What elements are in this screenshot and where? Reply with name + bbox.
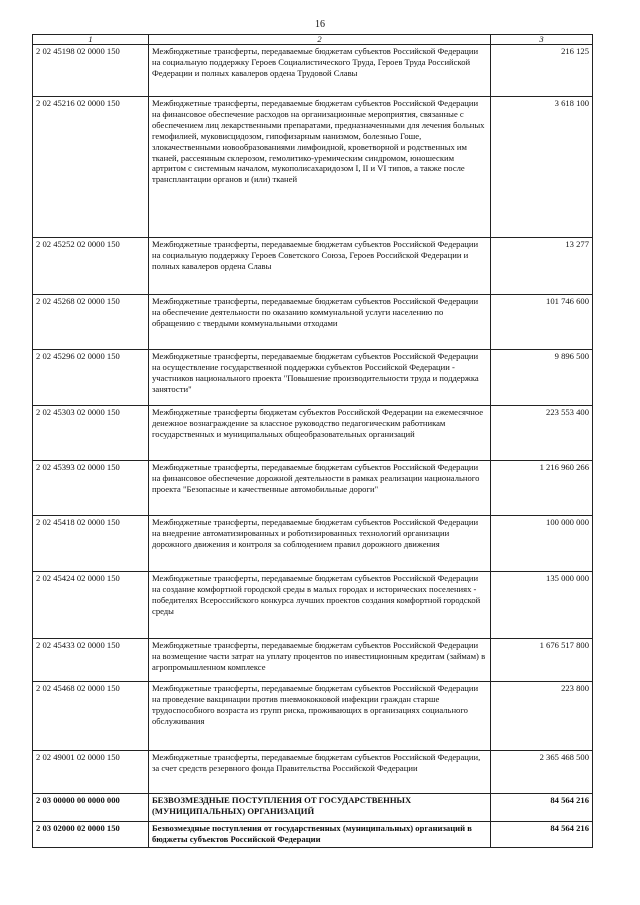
row-description: Межбюджетные трансферты, передаваемые бюджетам субъектов Российской Федерации на финансовое обеспечение дорожной деятельности в рамках реализации национального проекта "Безопасные и качественные автомобильные дороги" — [149, 461, 491, 516]
budget-code: 2 02 49001 02 0000 150 — [33, 751, 149, 794]
row-description: Межбюджетные трансферты, передаваемые бюджетам субъектов Российской Федерации на осуществление государственной поддержки субъектов Российской Федерации - участников национального проекта "Повышение производительности труда и поддержка занятости" — [149, 350, 491, 406]
budget-code: 2 02 45468 02 0000 150 — [33, 682, 149, 751]
table-row — [33, 572, 593, 639]
row-description: Межбюджетные трансферты, передаваемые бюджетам субъектов Российской Федерации на создание комфортной городской среды в малых городах и исторических поселениях - победителях Всероссийского конкурса лучших проектов создания комфортной городской среды — [149, 572, 491, 639]
row-amount: 1 216 960 266 — [491, 461, 593, 516]
budget-code: 2 03 02000 02 0000 150 — [33, 822, 149, 848]
row-amount: 1 676 517 800 — [491, 639, 593, 682]
table-row — [33, 45, 593, 97]
table-row — [33, 238, 593, 295]
table-row — [33, 751, 593, 794]
budget-code: 2 02 45268 02 0000 150 — [33, 295, 149, 350]
row-amount: 223 800 — [491, 682, 593, 751]
budget-code: 2 02 45198 02 0000 150 — [33, 45, 149, 97]
row-description: Межбюджетные трансферты, передаваемые бюджетам субъектов Российской Федерации на финансовое обеспечение расходов на организационные мероприятия, связанные с обеспечением лиц лекарственными препаратами, предназначенными для лечения больных гемофилией, муковисцидозом, гипофизарным нанизмом, болезнью Гоше, злокачественными новообразованиями лимфоидной, кроветворной и родственных им тканей, рассеянным склерозом, гемолитико-уремическим синдромом, юношеским артритом с системным началом, мукополисахаридозом I, II и VI типов, а также после трансплантации органов и (или) тканей — [149, 97, 491, 238]
row-amount: 100 000 000 — [491, 516, 593, 572]
budget-code: 2 02 45418 02 0000 150 — [33, 516, 149, 572]
page-number: 16 — [315, 19, 325, 30]
row-description: Безвозмездные поступления от государственных (муниципальных) организаций в бюджеты субъектов Российской Федерации — [149, 822, 491, 848]
row-description: Межбюджетные трансферты, передаваемые бюджетам субъектов Российской Федерации на обеспечение деятельности по оказанию коммунальной услуги населению по обращению с твердыми коммунальными отходами — [149, 295, 491, 350]
row-description: Межбюджетные трансферты, передаваемые бюджетам субъектов Российской Федерации на возмещение части затрат на уплату процентов по инвестиционным кредитам (займам) в агропромышленном комплексе — [149, 639, 491, 682]
column-header-code: 1 — [33, 35, 149, 45]
budget-code: 2 02 45296 02 0000 150 — [33, 350, 149, 406]
table-row — [33, 350, 593, 406]
table-row — [33, 682, 593, 751]
budget-code: 2 02 45303 02 0000 150 — [33, 406, 149, 461]
row-amount: 84 564 216 — [491, 794, 593, 822]
table-row-subsection — [33, 822, 593, 848]
row-amount: 2 365 468 500 — [491, 751, 593, 794]
budget-code: 2 02 45252 02 0000 150 — [33, 238, 149, 295]
column-header-description: 2 — [149, 35, 491, 45]
row-amount: 216 125 — [491, 45, 593, 97]
row-amount: 223 553 400 — [491, 406, 593, 461]
table-row — [33, 461, 593, 516]
row-description: Межбюджетные трансферты, передаваемые бюджетам субъектов Российской Федерации на внедрение автоматизированных и роботизированных технологий организации дорожного движения и контроля за соблюдением правил дорожного движения — [149, 516, 491, 572]
row-description: Межбюджетные трансферты, передаваемые бюджетам субъектов Российской Федерации, за счет средств резервного фонда Правительства Российской Федерации — [149, 751, 491, 794]
row-description: Межбюджетные трансферты бюджетам субъектов Российской Федерации на ежемесячное денежное вознаграждение за классное руководство педагогическим работникам государственных и муниципальных общеобразовательных организаций — [149, 406, 491, 461]
row-amount: 84 564 216 — [491, 822, 593, 848]
table-row — [33, 97, 593, 238]
row-description: БЕЗВОЗМЕЗДНЫЕ ПОСТУПЛЕНИЯ ОТ ГОСУДАРСТВЕННЫХ (МУНИЦИПАЛЬНЫХ) ОРГАНИЗАЦИЙ — [149, 794, 491, 822]
column-header-amount: 3 — [491, 35, 593, 45]
budget-code: 2 02 45424 02 0000 150 — [33, 572, 149, 639]
row-amount: 135 000 000 — [491, 572, 593, 639]
row-amount: 9 896 500 — [491, 350, 593, 406]
budget-code: 2 03 00000 00 0000 000 — [33, 794, 149, 822]
table-row — [33, 639, 593, 682]
budget-code: 2 02 45393 02 0000 150 — [33, 461, 149, 516]
row-amount: 101 746 600 — [491, 295, 593, 350]
row-description: Межбюджетные трансферты, передаваемые бюджетам субъектов Российской Федерации на проведение вакцинации против пневмококковой инфекции граждан старше трудоспособного возраста из групп риска, проживающих в организациях социального обслуживания — [149, 682, 491, 751]
budget-code: 2 02 45433 02 0000 150 — [33, 639, 149, 682]
row-amount: 3 618 100 — [491, 97, 593, 238]
table-row — [33, 406, 593, 461]
table-row-section — [33, 794, 593, 822]
table-row — [33, 295, 593, 350]
row-description: Межбюджетные трансферты, передаваемые бюджетам субъектов Российской Федерации на социальную поддержку Героев Советского Союза, Героев Российской Федерации и полных кавалеров ордена Славы — [149, 238, 491, 295]
budget-code: 2 02 45216 02 0000 150 — [33, 97, 149, 238]
budget-table — [32, 34, 593, 848]
column-number-row — [33, 35, 593, 45]
table-row — [33, 516, 593, 572]
row-description: Межбюджетные трансферты, передаваемые бюджетам субъектов Российской Федерации на социальную поддержку Героев Социалистического Труда, Героев Труда Российской Федерации и полных кавалеров ордена Трудовой Славы — [149, 45, 491, 97]
row-amount: 13 277 — [491, 238, 593, 295]
